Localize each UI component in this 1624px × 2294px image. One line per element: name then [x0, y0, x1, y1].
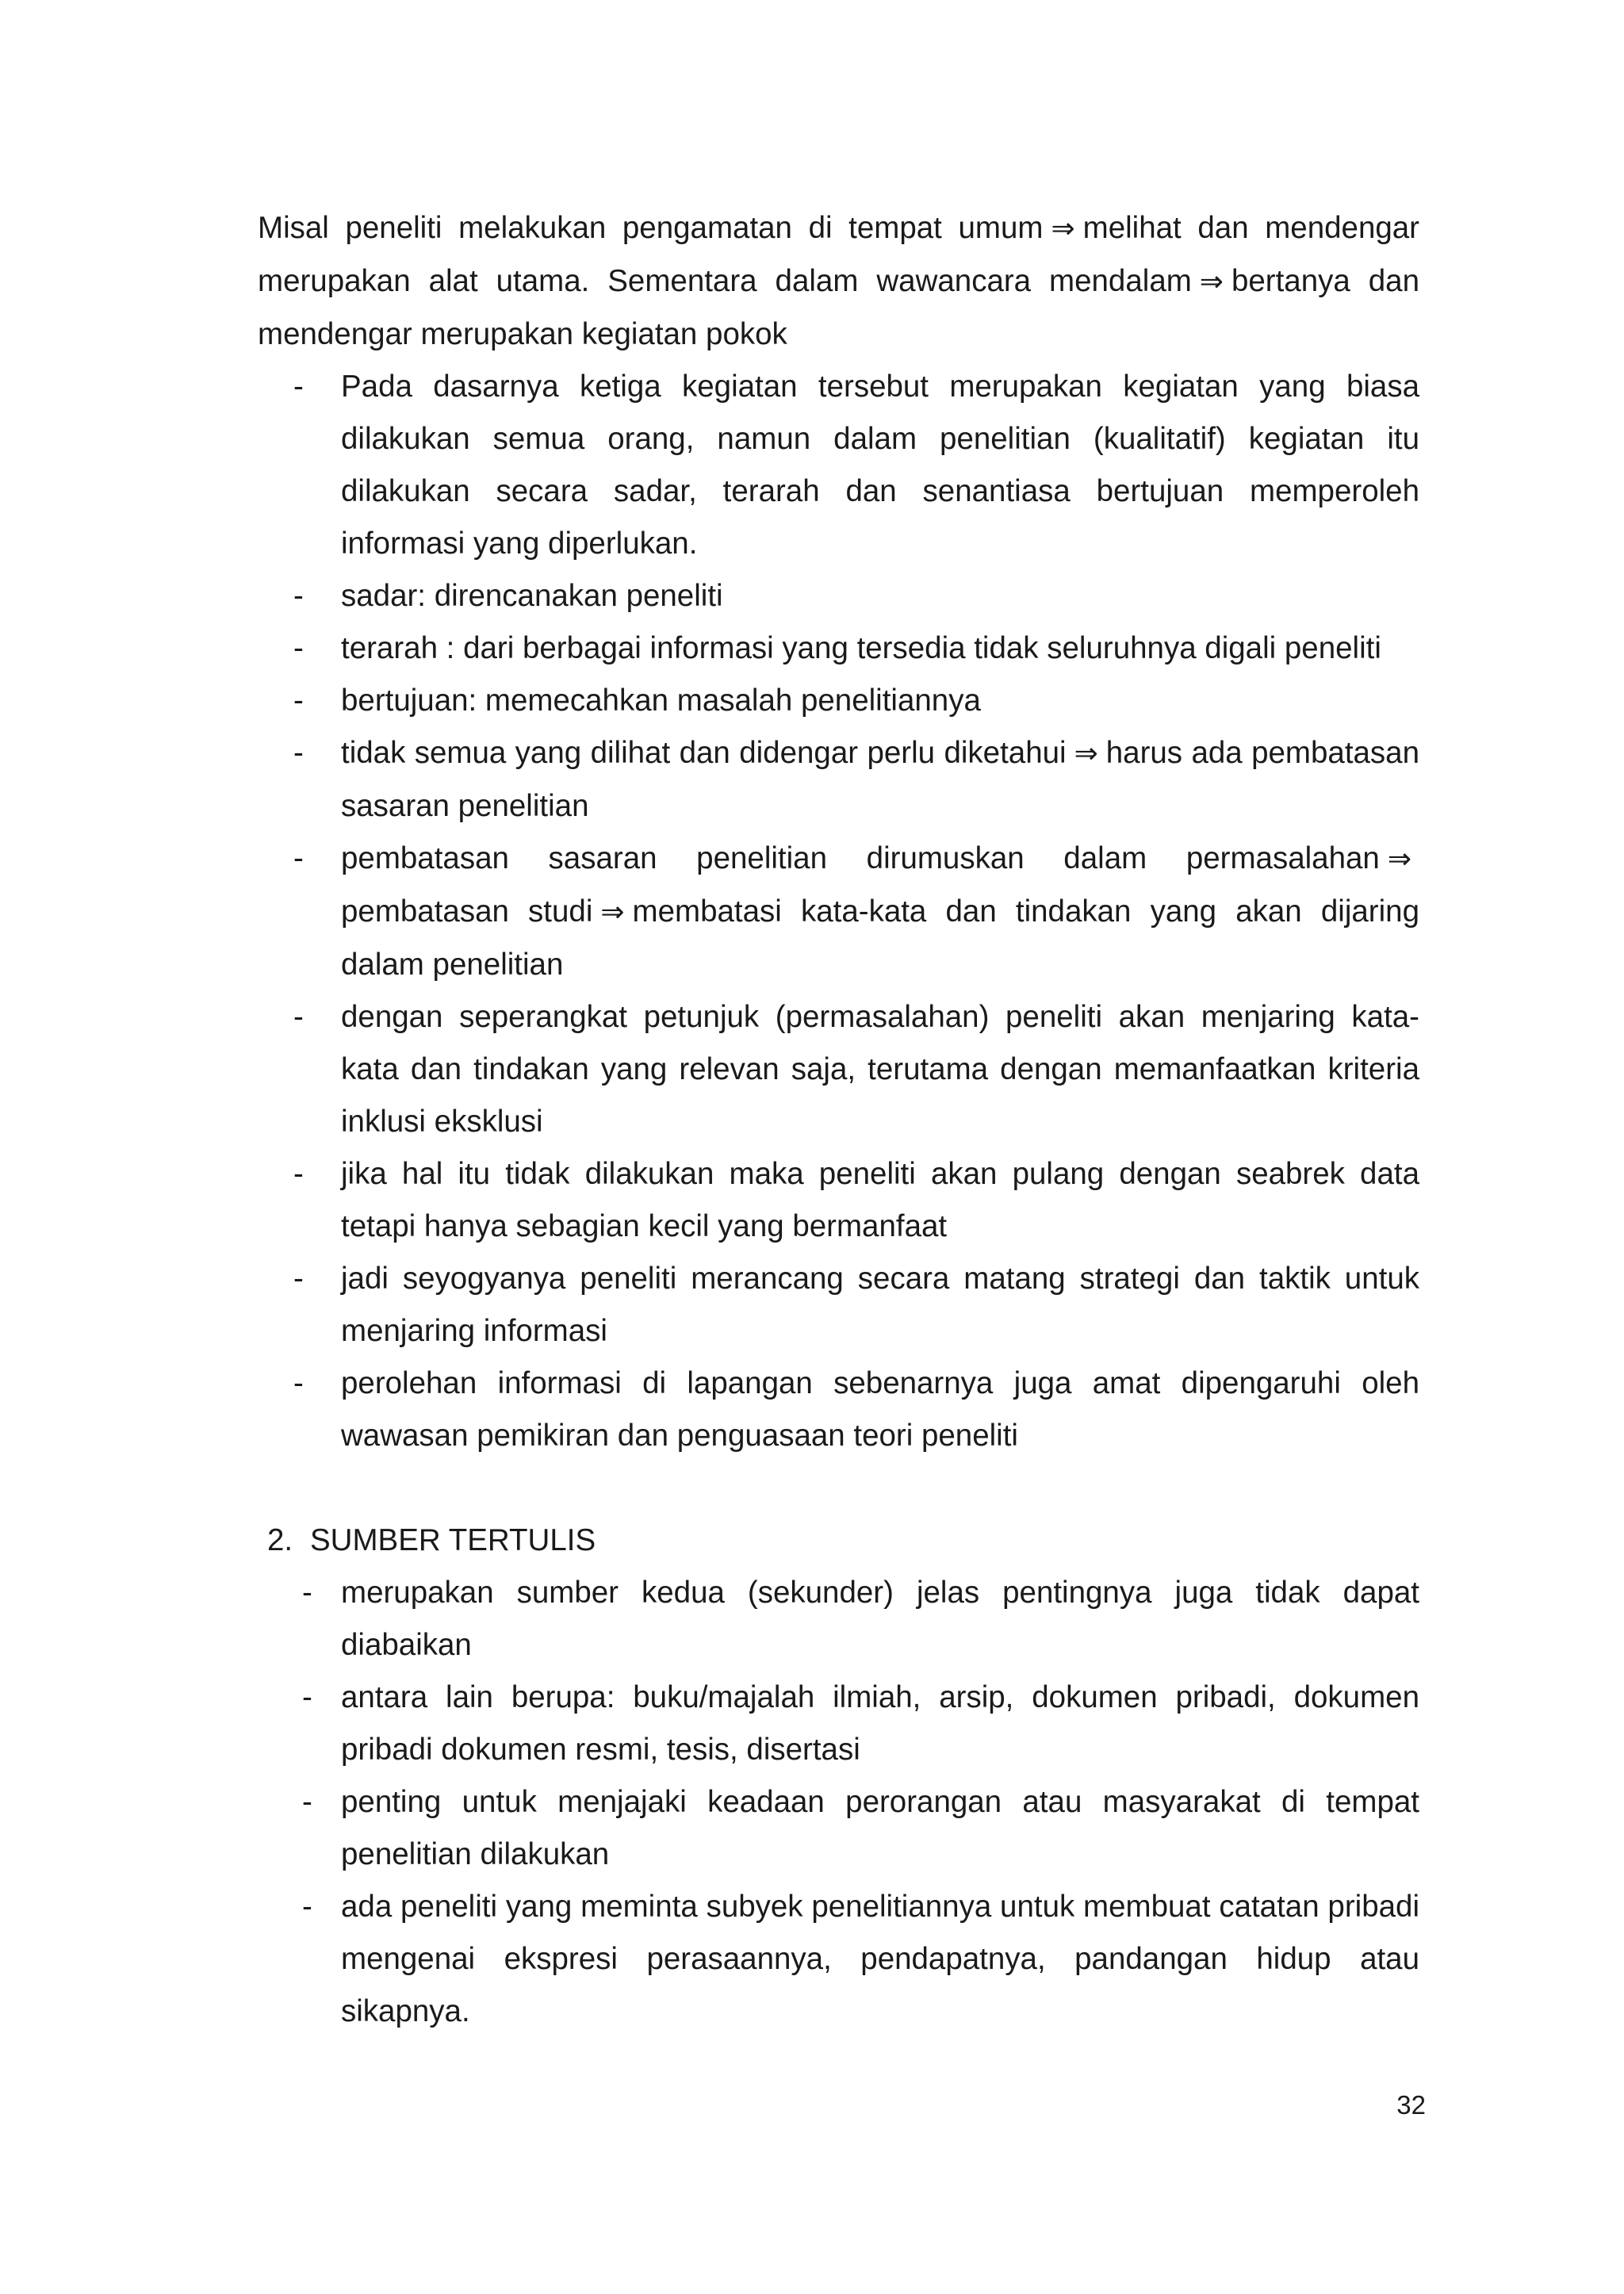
list-item-text: bertujuan: memecahkan masalah penelitiannya [341, 684, 981, 718]
dash-marker: - [293, 1157, 304, 1191]
list-item-text: terarah : dari berbagai informasi yang tersedia tidak seluruhnya digali peneliti [341, 631, 1381, 665]
list-item-text: penting untuk menjajaki keadaan perorangan atau masyarakat di tempat penelitian dilakukan [341, 1785, 1419, 1871]
list-item-text: tidak semua yang dilihat dan didengar perlu diketahui [341, 736, 1067, 770]
list-item-text: harus ada pembatasan sasaran penelitian [341, 736, 1419, 823]
dash-marker: - [293, 841, 304, 875]
section-title: SUMBER TERTULIS [310, 1523, 596, 1557]
implies-arrow-icon: ⇒ [1051, 213, 1075, 245]
dash-marker: - [293, 579, 304, 613]
list-item [258, 675, 1419, 727]
list-item [258, 833, 1419, 991]
page-content [258, 202, 1419, 2038]
intro-text-1: Misal peneliti melakukan pengamatan di tempat umum [258, 211, 1044, 245]
list-item-text: pembatasan sasaran penelitian dirumuskan dalam permasalahan [341, 841, 1380, 875]
page-number: 32 [1396, 2090, 1426, 2120]
list-item [258, 991, 1419, 1148]
intro-text-2: melihat dan mendengar merupakan alat utama. Sementara dalam wawancara mendalam [258, 211, 1420, 298]
list-item [258, 1148, 1419, 1253]
list-item [258, 1358, 1419, 1462]
list-item [258, 570, 1419, 622]
dash-marker: - [302, 1576, 312, 1610]
written-sources-bullet-list [258, 1567, 1419, 2038]
section-number: 2. [267, 1523, 293, 1557]
list-item [258, 727, 1419, 833]
dash-marker: - [293, 684, 304, 718]
dash-marker: - [293, 1000, 304, 1034]
implies-arrow-icon: ⇒ [1074, 737, 1098, 770]
list-item [258, 622, 1419, 675]
dash-marker: - [302, 1890, 312, 1924]
dash-marker: - [293, 736, 304, 770]
list-item-text: antara lain berupa: buku/majalah ilmiah, arsip, dokumen pribadi, dokumen pribadi dokumen resmi, tesis, disertasi [341, 1680, 1419, 1767]
observation-bullet-list [258, 361, 1419, 1462]
dash-marker: - [293, 370, 304, 404]
list-item-text: pembatasan studi [341, 894, 593, 929]
dash-marker: - [293, 1366, 304, 1400]
list-item-text: sadar: direncanakan peneliti [341, 579, 723, 613]
list-item [258, 1672, 1419, 1776]
list-item-text: membatasi kata-kata dan tindakan yang akan dijaring dalam penelitian [341, 894, 1419, 982]
list-item-text: dengan seperangkat petunjuk (permasalahan) peneliti akan menjaring kata-kata dan tindakan yang relevan saja, terutama dengan memanfaatkan kriteria inklusi eksklusi [341, 1000, 1419, 1139]
list-item [258, 1567, 1419, 1672]
implies-arrow-icon: ⇒ [600, 896, 625, 929]
list-item-text: perolehan informasi di lapangan sebenarnya juga amat dipengaruhi oleh wawasan pemikiran dan penguasaan teori peneliti [341, 1366, 1419, 1453]
implies-arrow-icon: ⇒ [1199, 266, 1224, 298]
list-item [258, 1776, 1419, 1881]
list-item-text: ada peneliti yang meminta subyek penelitiannya untuk membuat catatan pribadi mengenai ekspresi perasaannya, pendapatnya, pandangan hidup atau sikapnya. [341, 1890, 1419, 2028]
list-item [258, 361, 1419, 570]
section-heading [258, 1515, 1419, 1567]
list-item [258, 1881, 1419, 2038]
list-item-text: jika hal itu tidak dilakukan maka peneliti akan pulang dengan seabrek data tetapi hanya sebagian kecil yang bermanfaat [341, 1157, 1419, 1243]
list-item-text: Pada dasarnya ketiga kegiatan tersebut merupakan kegiatan yang biasa dilakukan semua orang, namun dalam penelitian (kualitatif) kegiatan itu dilakukan secara sadar, terarah dan senantiasa bertujuan memperoleh informasi yang diperlukan. [341, 370, 1419, 561]
list-item [258, 1253, 1419, 1358]
dash-marker: - [302, 1785, 312, 1819]
intro-text-3: bertanya dan mendengar merupakan kegiatan pokok [258, 264, 1419, 351]
dash-marker: - [293, 631, 304, 665]
list-item-text: merupakan sumber kedua (sekunder) jelas pentingnya juga tidak dapat diabaikan [341, 1576, 1419, 1662]
list-item-text: jadi seyogyanya peneliti merancang secara matang strategi dan taktik untuk menjaring informasi [341, 1262, 1419, 1348]
dash-marker: - [293, 1262, 304, 1296]
intro-paragraph [258, 202, 1419, 361]
dash-marker: - [302, 1680, 312, 1714]
implies-arrow-icon: ⇒ [1387, 843, 1411, 875]
